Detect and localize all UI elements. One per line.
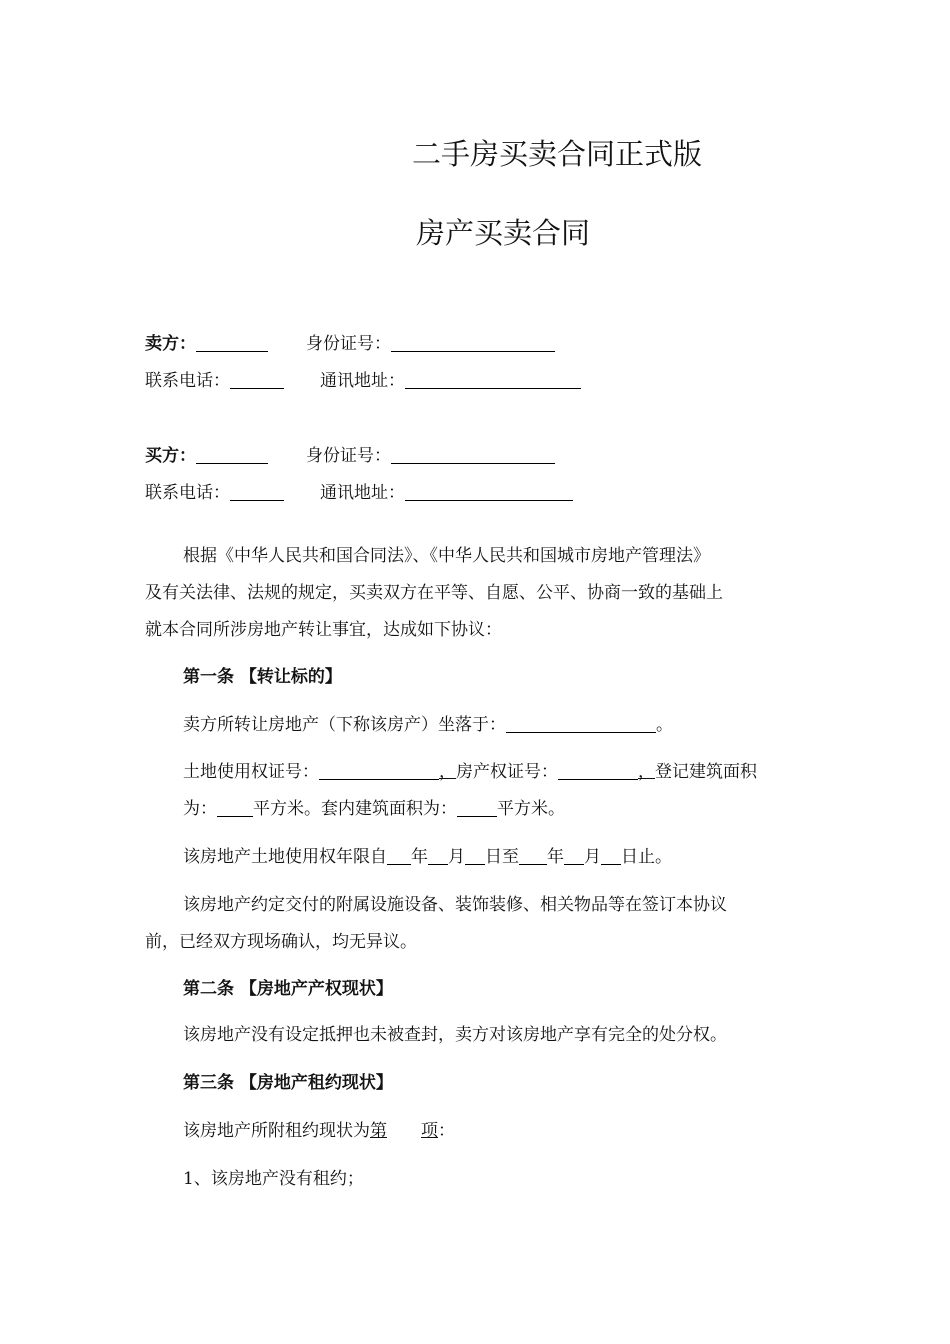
buyer-address-label: 通讯地址： bbox=[320, 483, 405, 503]
preamble-line-1: 根据《中华人民共和国合同法》、《中华人民共和国城市房地产管理法》 bbox=[183, 546, 710, 566]
seller-phone-blank[interactable] bbox=[230, 370, 284, 389]
article-3-text bbox=[183, 1119, 455, 1143]
lease-status-suffix: ： bbox=[438, 1121, 455, 1141]
seller-id-label: 身份证号： bbox=[306, 334, 391, 354]
land-cert-blank[interactable] bbox=[319, 761, 439, 780]
buyer-line-2 bbox=[145, 481, 573, 505]
house-cert-label: 房产权证号： bbox=[456, 762, 558, 782]
cert-sep-2: ， bbox=[638, 762, 655, 782]
seller-address-blank[interactable] bbox=[405, 370, 581, 389]
term-month-word-2: 月 bbox=[584, 847, 601, 867]
seller-line-1 bbox=[145, 332, 555, 356]
buyer-phone-blank[interactable] bbox=[230, 482, 284, 501]
article-1-location bbox=[183, 713, 673, 737]
term-end-year-blank[interactable] bbox=[519, 846, 547, 865]
buyer-phone-label: 联系电话： bbox=[145, 483, 230, 503]
term-day-to: 日至 bbox=[485, 847, 519, 867]
seller-id-blank[interactable] bbox=[391, 333, 555, 352]
location-label: 卖方所转让房地产（下称该房产）坐落于： bbox=[183, 715, 506, 735]
inner-area-blank[interactable] bbox=[457, 798, 497, 817]
article-2-text: 该房地产没有设定抵押也未被查封，卖方对该房地产享有完全的处分权。 bbox=[183, 1025, 727, 1045]
document-subtitle: 房产买卖合同 bbox=[416, 216, 591, 250]
article-1-certificates bbox=[183, 760, 757, 784]
buyer-line-1 bbox=[145, 444, 555, 468]
buyer-address-blank[interactable] bbox=[405, 482, 573, 501]
area-blank[interactable] bbox=[217, 798, 253, 817]
seller-label: 卖方： bbox=[145, 334, 196, 354]
term-year-word-2: 年 bbox=[547, 847, 564, 867]
land-cert-label: 土地使用权证号： bbox=[183, 762, 319, 782]
term-start-month-blank[interactable] bbox=[428, 846, 448, 865]
buyer-id-blank[interactable] bbox=[391, 445, 555, 464]
article-3-heading: 第三条 【房地产租约现状】 bbox=[183, 1073, 393, 1093]
term-start-year-blank[interactable] bbox=[387, 846, 411, 865]
term-start-day-blank[interactable] bbox=[465, 846, 485, 865]
term-year-word: 年 bbox=[411, 847, 428, 867]
article-3-item-1: 1、该房地产没有租约； bbox=[183, 1169, 364, 1189]
article-1-term bbox=[183, 845, 672, 869]
seller-address-label: 通讯地址： bbox=[320, 371, 405, 391]
area-unit-1: 平方米。套内建筑面积为： bbox=[253, 799, 457, 819]
preamble-line-3: 就本合同所涉房地产转让事宜，达成如下协议： bbox=[145, 620, 502, 640]
seller-name-blank[interactable] bbox=[196, 333, 268, 352]
seller-line-2 bbox=[145, 369, 581, 393]
house-cert-blank[interactable] bbox=[558, 761, 638, 780]
seller-phone-label: 联系电话： bbox=[145, 371, 230, 391]
term-label: 该房地产土地使用权年限自 bbox=[183, 847, 387, 867]
location-end: 。 bbox=[656, 715, 673, 735]
term-end-day-blank[interactable] bbox=[601, 846, 621, 865]
article-1-facilities-2: 前，已经双方现场确认，均无异议。 bbox=[145, 932, 417, 952]
article-1-heading: 第一条 【转让标的】 bbox=[183, 667, 342, 687]
buyer-name-blank[interactable] bbox=[196, 445, 268, 464]
term-month-word: 月 bbox=[448, 847, 465, 867]
registered-area-label: 登记建筑面积 bbox=[655, 762, 757, 782]
article-2-heading: 第二条 【房地产产权现状】 bbox=[183, 979, 393, 999]
area-unit-2: 平方米。 bbox=[497, 799, 565, 819]
buyer-id-label: 身份证号： bbox=[306, 446, 391, 466]
lease-item-choice[interactable]: 第 项 bbox=[370, 1121, 438, 1141]
lease-status-prefix: 该房地产所附租约现状为 bbox=[183, 1121, 370, 1141]
cert-sep-1: ， bbox=[439, 762, 456, 782]
term-end-month-blank[interactable] bbox=[564, 846, 584, 865]
document-title: 二手房买卖合同正式版 bbox=[412, 137, 703, 171]
article-1-area bbox=[183, 797, 565, 821]
location-blank[interactable] bbox=[506, 714, 656, 733]
article-1-facilities-1: 该房地产约定交付的附属设施设备、装饰装修、相关物品等在签订本协议 bbox=[183, 895, 727, 915]
area-prefix: 为： bbox=[183, 799, 217, 819]
term-end: 日止。 bbox=[621, 847, 672, 867]
preamble-line-2: 及有关法律、法规的规定，买卖双方在平等、自愿、公平、协商一致的基础上 bbox=[145, 583, 723, 603]
buyer-label: 买方： bbox=[145, 446, 196, 466]
